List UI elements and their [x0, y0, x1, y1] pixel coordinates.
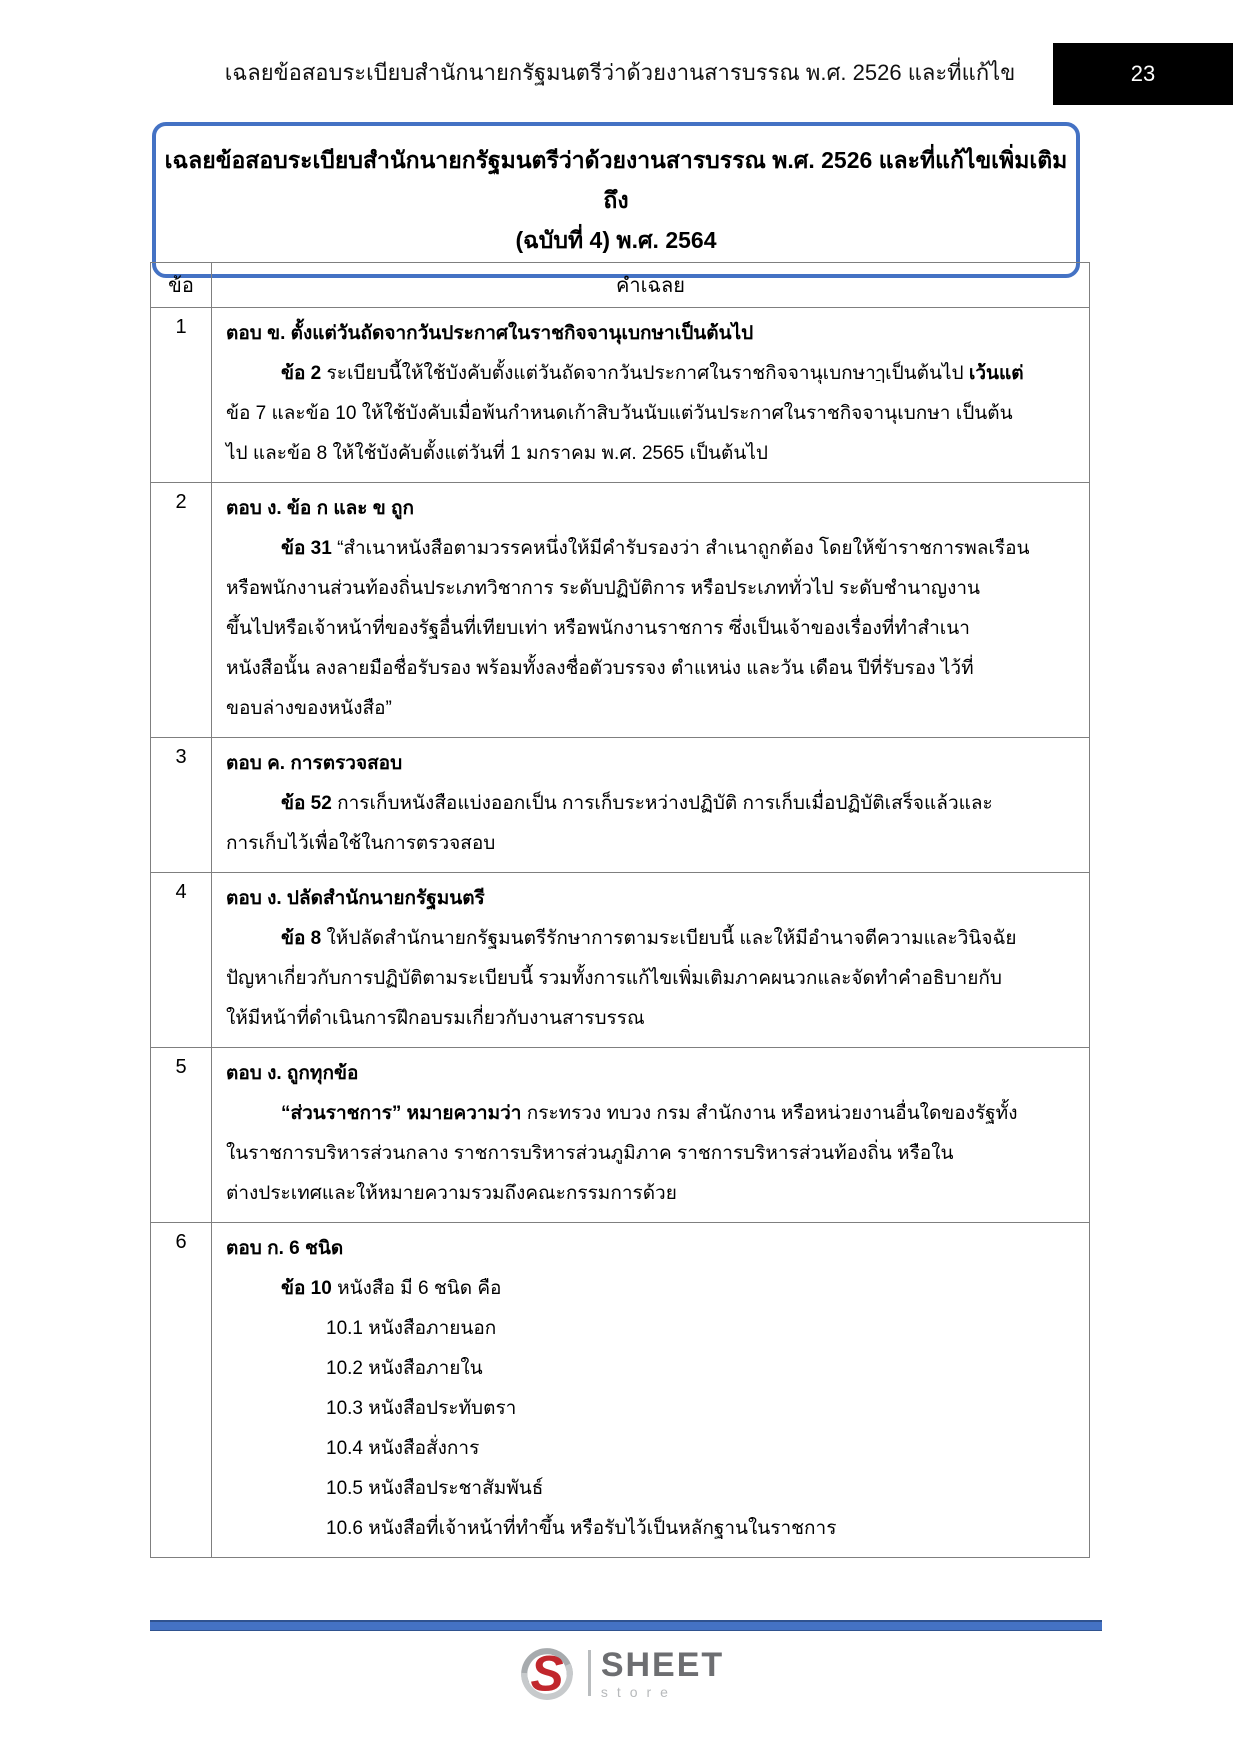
question-number: 3	[151, 738, 212, 873]
table-header-row	[151, 263, 1090, 308]
answer-text-segment: ตอบ ง. ถูกทุกข้อ	[226, 1063, 359, 1084]
question-number: 1	[151, 308, 212, 483]
document-title-line1: เฉลยข้อสอบระเบียบสำนักนายกรัฐมนตรีว่าด้วยงานสารบรรณ พ.ศ. 2526 และที่แก้ไขเพิ่มเติมถึง	[164, 147, 1068, 213]
answer-text-segment: 10.5 หนังสือประชาสัมพันธ์	[326, 1478, 544, 1499]
document-title-box	[152, 122, 1080, 278]
answer-table	[150, 262, 1090, 1558]
answer-text-segment: 10.1 หนังสือภายนอก	[326, 1318, 497, 1339]
answer-paragraph	[226, 649, 1079, 689]
answer-paragraph	[226, 489, 1079, 529]
answer-cell	[212, 1223, 1090, 1558]
answer-paragraph	[226, 1174, 1079, 1214]
answer-paragraph	[226, 569, 1079, 609]
answer-paragraph	[226, 394, 1079, 434]
page-number-badge	[1053, 43, 1233, 105]
question-number: 2	[151, 483, 212, 738]
answer-cell	[212, 308, 1090, 483]
answer-paragraph	[226, 689, 1079, 729]
answer-text-segment: ข้อ 52	[281, 793, 332, 814]
answer-text-segment: “ส่วนราชการ” หมายความว่า	[281, 1103, 522, 1124]
footer-logo	[150, 1638, 1090, 1708]
answer-paragraph	[226, 1429, 1079, 1469]
answer-paragraph	[226, 824, 1079, 864]
answer-text-segment: เว้นแต่	[968, 363, 1024, 384]
answer-paragraph	[226, 1094, 1079, 1134]
answer-text-segment: ข้อ 31	[281, 538, 332, 559]
running-header: เฉลยข้อสอบระเบียบสำนักนายกรัฐมนตรีว่าด้วยงานสารบรรณ พ.ศ. 2526 และที่แก้ไข	[224, 60, 1016, 85]
document-title-line2: (ฉบับที่ 4) พ.ศ. 2564	[515, 227, 717, 253]
answer-text-segment: ในราชการบริหารส่วนกลาง ราชการบริหารส่วนภูมิภาค ราชการบริหารส่วนท้องถิ่น หรือใน	[226, 1143, 954, 1164]
answer-paragraph	[226, 434, 1079, 474]
logo-name: SHEET	[600, 1645, 725, 1684]
table-row	[151, 308, 1090, 483]
answer-paragraph	[226, 1054, 1079, 1094]
table-row	[151, 1223, 1090, 1558]
answer-text-segment: ข้อ 7 และข้อ 10 ให้ใช้บังคับเมื่อพ้นกำหนดเก้าสิบวันนับแต่วันประกาศในราชกิจจานุเบกษา เป็นต้น	[226, 403, 1013, 424]
answer-text-segment: ขอบล่างของหนังสือ”	[226, 698, 392, 719]
answer-text-segment: ปัญหาเกี่ยวกับการปฏิบัติตามระเบียบนี้ รวมทั้งการแก้ไขเพิ่มเติมภาคผนวกและจัดทำคำอธิบายกับ	[226, 968, 1002, 989]
logo-separator	[588, 1650, 591, 1696]
answer-text-segment: 10.3 หนังสือประทับตรา	[326, 1398, 517, 1419]
answer-text-segment: ข้อ 2	[281, 363, 322, 384]
logo-subtitle: store	[600, 1683, 677, 1700]
answer-paragraph	[226, 354, 1079, 394]
answer-paragraph	[226, 1134, 1079, 1174]
answer-text-segment: ข้อ 8	[281, 928, 322, 949]
answer-paragraph	[226, 999, 1079, 1039]
answer-text-segment: หรือพนักงานส่วนท้องถิ่นประเภทวิชาการ ระดับปฏิบัติการ หรือประเภททั่วไป ระดับชำนาญงาน	[226, 578, 981, 599]
answer-text-segment: ตอบ ข. ตั้งแต่วันถัดจากวันประกาศในราชกิจจานุเบกษาเป็นต้นไป	[226, 323, 754, 344]
table-row	[151, 873, 1090, 1048]
answer-paragraph	[226, 1469, 1079, 1509]
answer-text-segment: “สำเนาหนังสือตามวรรคหนึ่งให้มีคำรับรองว่า สำเนาถูกต้อง โดยให้ข้าราชการพลเรือน	[331, 538, 1030, 559]
question-number: 6	[151, 1223, 212, 1558]
answer-text-segment: เป็นต้นไป	[885, 363, 969, 384]
table-row	[151, 1048, 1090, 1223]
answer-text-segment: 10.2 หนังสือภายใน	[326, 1358, 483, 1379]
answer-text-segment: ต่างประเทศและให้หมายความรวมถึงคณะกรรมการด้วย	[226, 1183, 677, 1204]
footer-divider	[150, 1620, 1102, 1631]
answer-text-segment: 10.6 หนังสือที่เจ้าหน้าที่ทำขึ้น หรือรับไว้เป็นหลักฐานในราชการ	[326, 1518, 837, 1539]
table-row	[151, 738, 1090, 873]
answer-cell	[212, 483, 1090, 738]
answer-text-segment: ตอบ ง. ปลัดสำนักนายกรัฐมนตรี	[226, 888, 485, 909]
answer-paragraph	[226, 314, 1079, 354]
table-row	[151, 483, 1090, 738]
answer-text-segment: การเก็บหนังสือแบ่งออกเป็น การเก็บระหว่างปฏิบัติ การเก็บเมื่อปฏิบัติเสร็จแล้วและ	[331, 793, 993, 814]
answer-text-segment: ให้ปลัดสำนักนายกรัฐมนตรีรักษาการตามระเบียบนี้ และให้มีอำนาจตีความและวินิจฉัย	[321, 928, 1017, 949]
answer-text-segment: ตอบ ก. 6 ชนิด	[226, 1238, 344, 1259]
answer-paragraph	[226, 1229, 1079, 1269]
answer-paragraph	[226, 879, 1079, 919]
answer-text-segment: 10.4 หนังสือสั่งการ	[326, 1438, 480, 1459]
answer-cell	[212, 1048, 1090, 1223]
answer-paragraph	[226, 529, 1079, 569]
answer-paragraph	[226, 609, 1079, 649]
answer-cell	[212, 873, 1090, 1048]
sheet-store-logo-icon	[516, 1642, 578, 1704]
answer-text-segment: การเก็บไว้เพื่อใช้ในการตรวจสอบ	[226, 833, 496, 854]
column-header-question-no: ข้อ	[151, 263, 212, 308]
column-header-answer: คำเฉลย	[212, 263, 1090, 308]
answer-text-segment: ข้อ 10	[281, 1278, 332, 1299]
answer-text-segment: ๅ	[875, 363, 886, 384]
answer-paragraph	[226, 959, 1079, 999]
answer-cell	[212, 738, 1090, 873]
answer-paragraph	[226, 1389, 1079, 1429]
answer-text-segment: ตอบ ง. ข้อ ก และ ข ถูก	[226, 498, 415, 519]
answer-paragraph	[226, 784, 1079, 824]
answer-text-segment: ระเบียบนี้ให้ใช้บังคับตั้งแต่วันถัดจากวันประกาศในราชกิจจานุเบกษา	[321, 363, 876, 384]
answer-text-segment: ไป และข้อ 8 ให้ใช้บังคับตั้งแต่วันที่ 1 มกราคม พ.ศ. 2565 เป็นต้นไป	[226, 443, 768, 464]
question-number: 4	[151, 873, 212, 1048]
question-number: 5	[151, 1048, 212, 1223]
answer-paragraph	[226, 919, 1079, 959]
answer-text-segment: ตอบ ค. การตรวจสอบ	[226, 753, 403, 774]
answer-text-segment: หนังสือนั้น ลงลายมือชื่อรับรอง พร้อมทั้งลงชื่อตัวบรรจง ตำแหน่ง และวัน เดือน ปีที่รับรอง ไว้ที่	[226, 658, 974, 679]
answer-text-segment: กระทรวง ทบวง กรม สำนักงาน หรือหน่วยงานอื่นใดของรัฐทั้ง	[521, 1103, 1018, 1124]
answer-paragraph	[226, 1349, 1079, 1389]
answer-paragraph	[226, 1269, 1079, 1309]
svg-text:S: S	[530, 1645, 564, 1702]
answer-table-body	[151, 308, 1090, 1558]
answer-text-segment: หนังสือ มี 6 ชนิด คือ	[331, 1278, 502, 1299]
answer-text-segment: ให้มีหน้าที่ดำเนินการฝึกอบรมเกี่ยวกับงานสารบรรณ	[226, 1008, 645, 1029]
answer-paragraph	[226, 1509, 1079, 1549]
page-number: 23	[1130, 61, 1156, 86]
answer-text-segment: ขึ้นไปหรือเจ้าหน้าที่ของรัฐอื่นที่เทียบเท่า หรือพนักงานราชการ ซึ่งเป็นเจ้าของเรื่องที่ทำสำเนา	[226, 618, 970, 639]
answer-paragraph	[226, 744, 1079, 784]
answer-paragraph	[226, 1309, 1079, 1349]
